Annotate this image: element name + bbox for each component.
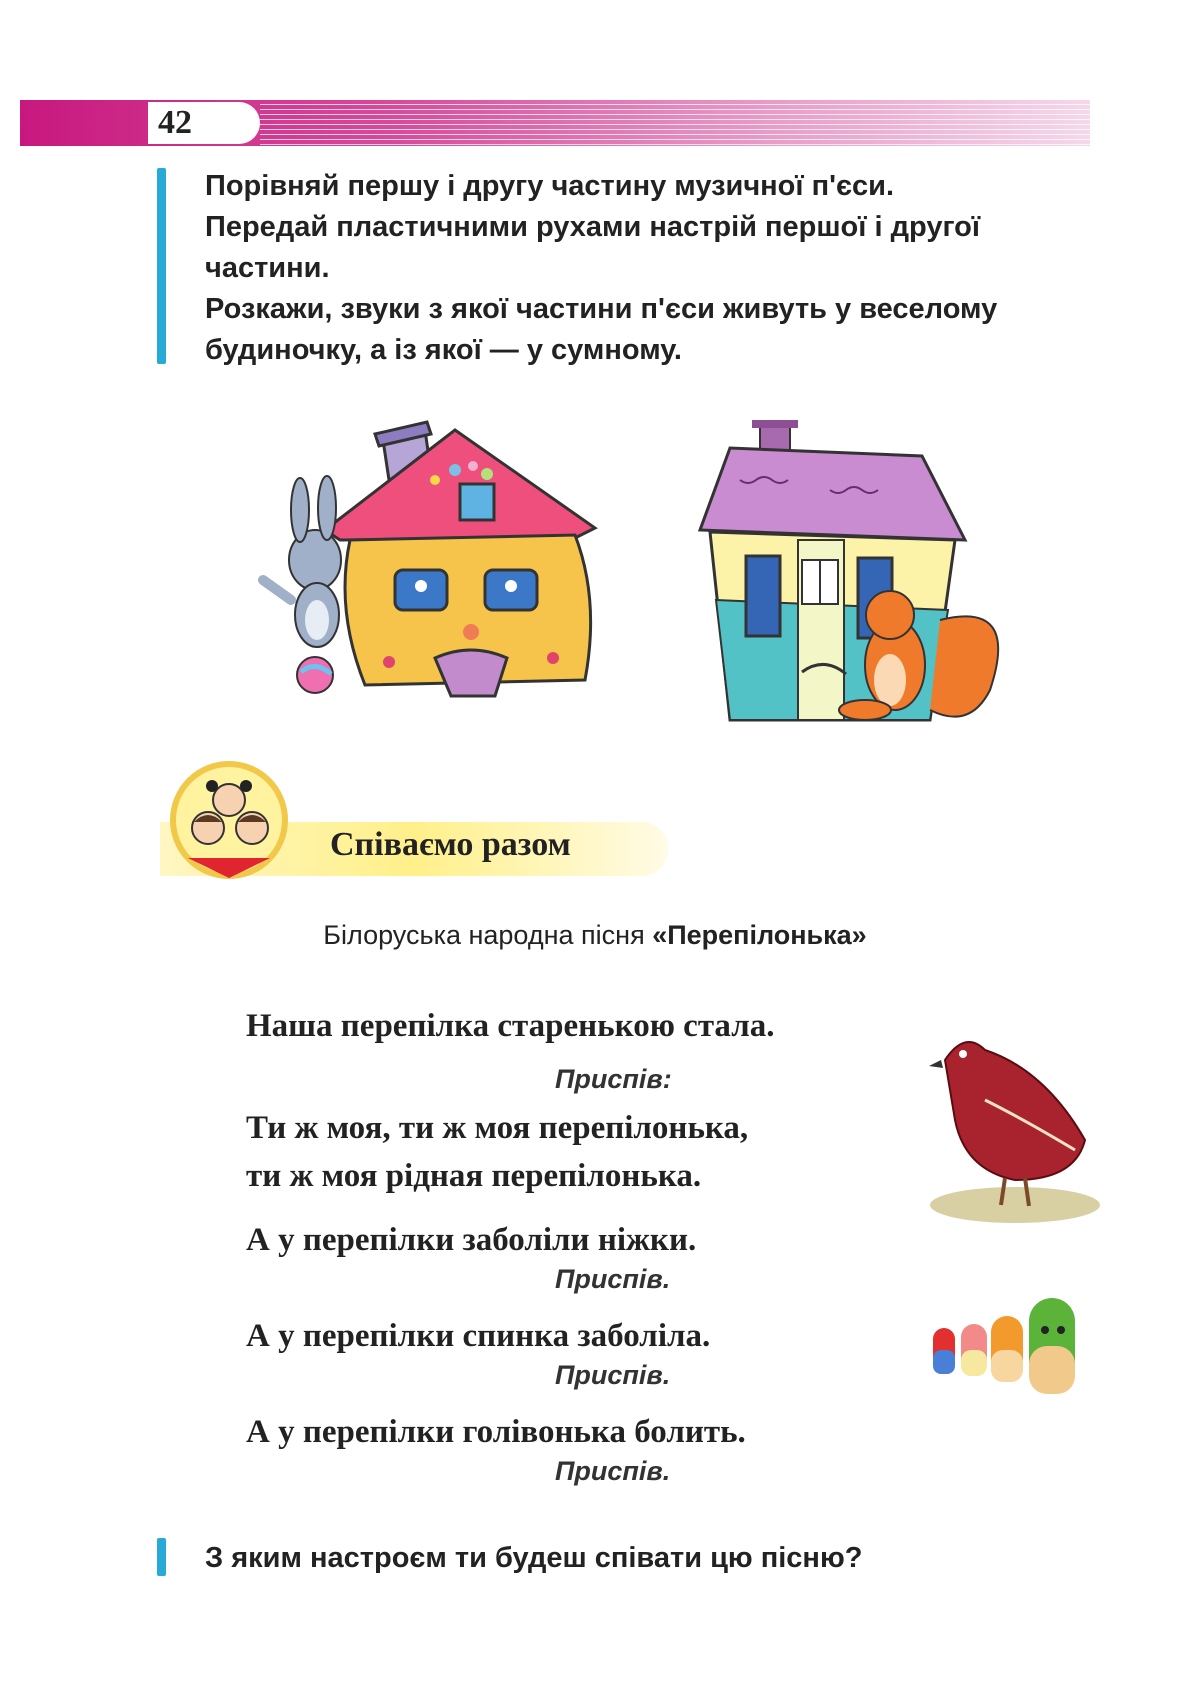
refrain-label-3: Приспів.	[555, 1360, 671, 1390]
refrain-label-1: Приспів:	[555, 1064, 672, 1094]
song-line-4: ти ж моя рідная перепілонька.	[246, 1158, 702, 1194]
song-line-3: Ти ж моя, ти ж моя перепілонька,	[246, 1110, 749, 1146]
happy-house-illustration	[255, 410, 615, 700]
task-side-bar	[157, 168, 166, 364]
page-number: 42	[158, 104, 192, 141]
pills-illustration	[925, 1290, 1095, 1410]
task-line-4: Розкажи, звуки з якої частини п'єси живуть у веселому	[205, 293, 998, 325]
header-stripes	[260, 100, 1090, 146]
refrain-label-2: Приспів.	[555, 1264, 671, 1294]
sad-house-illustration	[690, 420, 1030, 770]
question-side-bar	[157, 1538, 166, 1576]
quail-illustration	[925, 1020, 1105, 1225]
task-line-5: будиночку, а із якої — у сумному.	[205, 334, 682, 366]
song-line-1: Наша перепілка старенькою стала.	[246, 1008, 775, 1044]
closing-question: З яким настроєм ти будеш співати цю пісню?	[205, 1542, 863, 1574]
refrain-label-4: Приспів.	[555, 1456, 671, 1486]
song-title-name: «Перепілонька»	[652, 920, 867, 950]
song-line-9: А у перепілки голівонька болить.	[246, 1414, 746, 1450]
task-line-3: частини.	[205, 252, 330, 284]
song-title	[0, 920, 1190, 951]
section-title: Співаємо разом	[330, 826, 571, 863]
song-line-5: А у перепілки заболіли ніжки.	[246, 1222, 697, 1258]
children-emblem	[168, 760, 290, 882]
song-title-prefix: Білоруська народна пісня	[323, 920, 653, 950]
song-line-7: А у перепілки спинка заболіла.	[246, 1318, 711, 1354]
task-line-1: Порівняй першу і другу частину музичної п'єси.	[205, 170, 895, 202]
task-line-2: Передай пластичними рухами настрій першої і другої	[205, 211, 981, 243]
